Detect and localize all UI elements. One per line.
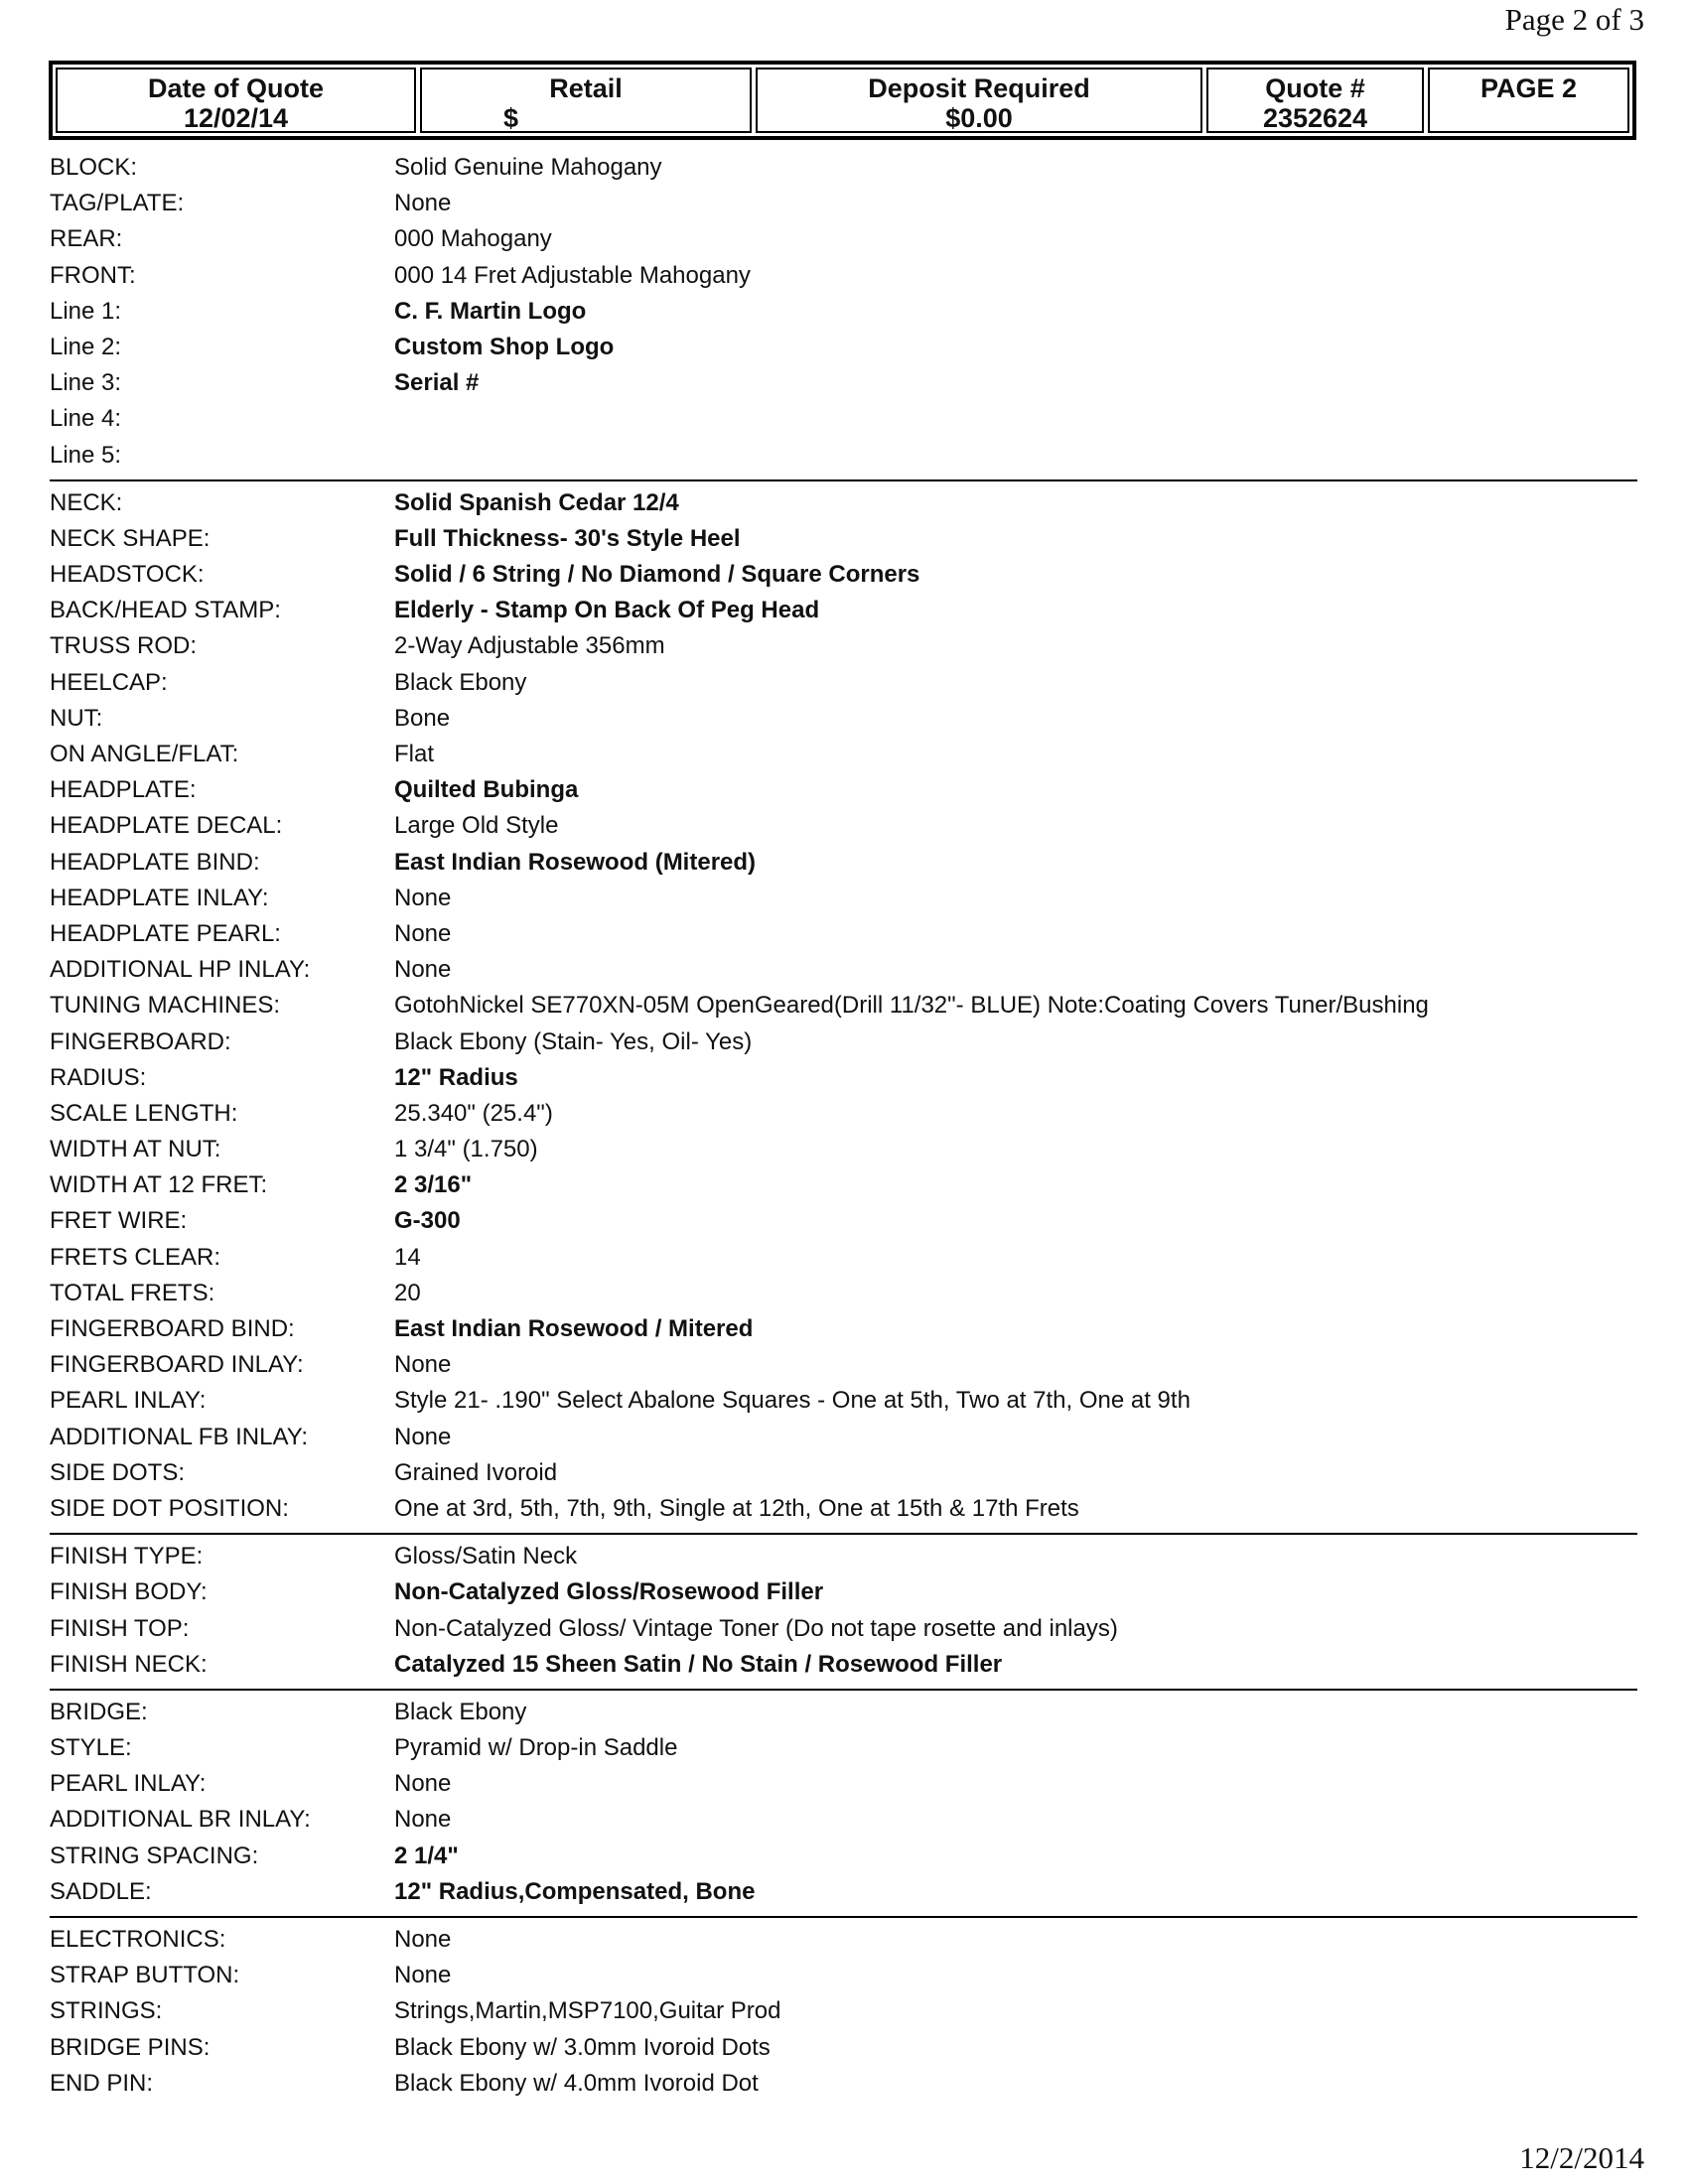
spec-value: 12" Radius,Compensated, Bone xyxy=(394,1877,756,1905)
spec-row xyxy=(50,1132,1638,1167)
spec-row xyxy=(50,628,1638,664)
spec-label: Line 4: xyxy=(50,405,122,433)
spec-row xyxy=(50,365,1638,401)
deposit-value: $0.00 xyxy=(945,103,1013,133)
quote-number-label: Quote # xyxy=(1265,73,1365,103)
spec-row xyxy=(50,221,1638,257)
page-label: PAGE 2 xyxy=(1479,73,1578,103)
spec-row xyxy=(50,881,1638,916)
spec-label: Line 3: xyxy=(50,369,122,397)
spec-label: STRAP BUTTON: xyxy=(50,1962,240,1989)
spec-value: Bone xyxy=(394,704,451,732)
spec-label: NECK: xyxy=(50,488,123,516)
section-divider xyxy=(50,1916,1637,1918)
spec-label: Line 1: xyxy=(50,297,122,325)
spec-row xyxy=(50,1276,1638,1311)
spec-row xyxy=(50,916,1638,952)
spec-label: BACK/HEAD STAMP: xyxy=(50,597,281,624)
spec-row xyxy=(50,1922,1638,1958)
spec-row xyxy=(50,2030,1638,2066)
spec-value: Full Thickness- 30's Style Heel xyxy=(394,524,741,552)
spec-label: STRING SPACING: xyxy=(50,1842,259,1869)
spec-row xyxy=(50,186,1638,221)
spec-row xyxy=(50,401,1638,437)
spec-label: ADDITIONAL HP INLAY: xyxy=(50,956,311,984)
spec-label: FINGERBOARD: xyxy=(50,1027,231,1055)
spec-value: None xyxy=(394,190,452,217)
spec-value: 2 3/16" xyxy=(394,1171,473,1199)
quote-number-cell xyxy=(1206,68,1424,133)
spec-row xyxy=(50,1874,1638,1910)
spec-label: HEELCAP: xyxy=(50,668,168,696)
spec-label: PEARL INLAY: xyxy=(50,1387,207,1415)
spec-value: Black Ebony xyxy=(394,1698,527,1725)
spec-label: ADDITIONAL BR INLAY: xyxy=(50,1806,311,1834)
spec-row xyxy=(50,150,1638,186)
spec-label: REAR: xyxy=(50,225,123,253)
spec-row xyxy=(50,521,1638,557)
spec-value: Elderly - Stamp On Back Of Peg Head xyxy=(394,597,820,624)
spec-row xyxy=(50,1574,1638,1610)
spec-row xyxy=(50,258,1638,294)
spec-row xyxy=(50,1611,1638,1647)
spec-value: Large Old Style xyxy=(394,812,559,840)
spec-value: C. F. Martin Logo xyxy=(394,297,587,325)
spec-value: Black Ebony w/ 3.0mm Ivoroid Dots xyxy=(394,2033,771,2061)
spec-label: FRONT: xyxy=(50,261,136,289)
section-divider xyxy=(50,1689,1637,1691)
spec-value: Non-Catalyzed Gloss/Rosewood Filler xyxy=(394,1578,824,1606)
spec-row xyxy=(50,988,1638,1024)
spec-value: None xyxy=(394,1423,452,1450)
spec-row xyxy=(50,1167,1638,1203)
spec-value: 25.340" (25.4") xyxy=(394,1099,553,1127)
spec-label: SIDE DOTS: xyxy=(50,1458,186,1486)
spec-label: NECK SHAPE: xyxy=(50,524,211,552)
spec-value: 12" Radius xyxy=(394,1063,518,1091)
spec-row xyxy=(50,1455,1638,1491)
spec-value: 20 xyxy=(394,1279,421,1306)
spec-value: Quilted Bubinga xyxy=(394,776,579,804)
spec-label: HEADPLATE DECAL: xyxy=(50,812,283,840)
spec-label: SADDLE: xyxy=(50,1877,152,1905)
spec-row xyxy=(50,485,1638,521)
spec-value: One at 3rd, 5th, 7th, 9th, Single at 12th, One at 15th & 17th Frets xyxy=(394,1494,1079,1522)
spec-value: Black Ebony (Stain- Yes, Oil- Yes) xyxy=(394,1027,753,1055)
section-divider xyxy=(50,1533,1637,1535)
spec-label: Line 2: xyxy=(50,333,122,360)
spec-row xyxy=(50,1420,1638,1455)
date-of-quote-cell xyxy=(56,68,416,133)
spec-row xyxy=(50,438,1638,474)
spec-row xyxy=(50,1730,1638,1766)
spec-value: 14 xyxy=(394,1243,421,1271)
spec-label: TUNING MACHINES: xyxy=(50,992,281,1020)
spec-row xyxy=(50,294,1638,330)
spec-value: Grained Ivoroid xyxy=(394,1458,558,1486)
spec-row xyxy=(50,557,1638,593)
spec-value: Black Ebony xyxy=(394,668,527,696)
spec-label: Line 5: xyxy=(50,441,122,469)
spec-row xyxy=(50,1347,1638,1383)
spec-value: Catalyzed 15 Sheen Satin / No Stain / Rosewood Filler xyxy=(394,1650,1003,1678)
spec-value: None xyxy=(394,956,452,984)
spec-label: FRET WIRE: xyxy=(50,1207,188,1235)
spec-label: WIDTH AT NUT: xyxy=(50,1136,221,1163)
spec-label: FINISH TOP: xyxy=(50,1614,190,1642)
spec-row xyxy=(50,701,1638,737)
spec-value: None xyxy=(394,1962,452,1989)
spec-label: END PIN: xyxy=(50,2069,154,2097)
spec-label: TRUSS ROD: xyxy=(50,632,198,660)
spec-value: Solid / 6 String / No Diamond / Square Corners xyxy=(394,561,920,589)
spec-row xyxy=(50,1839,1638,1874)
spec-label: STRINGS: xyxy=(50,1997,163,2025)
spec-row xyxy=(50,1491,1638,1527)
spec-value: 2 1/4" xyxy=(394,1842,459,1869)
spec-value: None xyxy=(394,1770,452,1798)
spec-label: BRIDGE PINS: xyxy=(50,2033,211,2061)
footer-date: 12/2/2014 xyxy=(1519,2140,1644,2175)
spec-value: Gloss/Satin Neck xyxy=(394,1543,578,1570)
spec-row xyxy=(50,1539,1638,1574)
spec-label: HEADPLATE: xyxy=(50,776,197,804)
spec-row xyxy=(50,845,1638,881)
spec-value: None xyxy=(394,1926,452,1953)
deposit-cell xyxy=(756,68,1202,133)
spec-row xyxy=(50,808,1638,844)
spec-list xyxy=(50,150,1638,2102)
spec-value: Strings,Martin,MSP7100,Guitar Prod xyxy=(394,1997,781,2025)
spec-row xyxy=(50,1024,1638,1060)
spec-label: SIDE DOT POSITION: xyxy=(50,1494,289,1522)
spec-row xyxy=(50,1240,1638,1276)
page-number: Page 2 of 3 xyxy=(1504,2,1644,37)
spec-value: None xyxy=(394,919,452,947)
spec-label: FINISH TYPE: xyxy=(50,1543,204,1570)
spec-value: East Indian Rosewood / Mitered xyxy=(394,1315,754,1342)
spec-row xyxy=(50,1766,1638,1802)
spec-label: FRETS CLEAR: xyxy=(50,1243,221,1271)
spec-value: Style 21- .190" Select Abalone Squares - One at 5th, Two at 7th, One at 9th xyxy=(394,1387,1191,1415)
quote-number-value: 2352624 xyxy=(1262,103,1368,133)
spec-label: FINGERBOARD INLAY: xyxy=(50,1351,304,1379)
spec-row xyxy=(50,1383,1638,1419)
spec-value: None xyxy=(394,1806,452,1834)
spec-label: HEADSTOCK: xyxy=(50,561,205,589)
spec-value: None xyxy=(394,884,452,911)
spec-row xyxy=(50,1060,1638,1096)
spec-label: PEARL INLAY: xyxy=(50,1770,207,1798)
spec-label: NUT: xyxy=(50,704,103,732)
section-divider xyxy=(50,479,1637,481)
spec-value: Flat xyxy=(394,741,435,767)
spec-value: 2-Way Adjustable 356mm xyxy=(394,632,665,660)
spec-value: GotohNickel SE770XN-05M OpenGeared(Drill 11/32"- BLUE) Note:Coating Covers Tuner/Bushing xyxy=(394,992,1429,1020)
spec-label: ADDITIONAL FB INLAY: xyxy=(50,1423,309,1450)
spec-row xyxy=(50,1203,1638,1239)
spec-label: SCALE LENGTH: xyxy=(50,1099,238,1127)
quote-header-table xyxy=(49,61,1636,140)
spec-row xyxy=(50,1802,1638,1838)
spec-label: FINGERBOARD BIND: xyxy=(50,1315,295,1342)
spec-row xyxy=(50,737,1638,772)
spec-value: Black Ebony w/ 4.0mm Ivoroid Dot xyxy=(394,2069,759,2097)
page-label-cell xyxy=(1428,68,1629,133)
spec-value: 000 Mahogany xyxy=(394,225,552,253)
spec-label: HEADPLATE BIND: xyxy=(50,848,260,876)
spec-row xyxy=(50,665,1638,701)
spec-label: FINISH NECK: xyxy=(50,1650,208,1678)
spec-label: FINISH BODY: xyxy=(50,1578,208,1606)
retail-value: $ xyxy=(503,103,519,133)
spec-row xyxy=(50,1311,1638,1347)
retail-label: Retail xyxy=(549,73,623,103)
spec-row xyxy=(50,330,1638,365)
spec-row xyxy=(50,1096,1638,1132)
spec-value: Non-Catalyzed Gloss/ Vintage Toner (Do not tape rosette and inlays) xyxy=(394,1614,1118,1642)
spec-row xyxy=(50,1647,1638,1683)
spec-value: Pyramid w/ Drop-in Saddle xyxy=(394,1734,678,1762)
spec-label: WIDTH AT 12 FRET: xyxy=(50,1171,268,1199)
spec-label: TOTAL FRETS: xyxy=(50,1279,215,1306)
spec-label: RADIUS: xyxy=(50,1063,147,1091)
spec-row xyxy=(50,1695,1638,1730)
spec-label: BLOCK: xyxy=(50,154,138,181)
spec-label: HEADPLATE PEARL: xyxy=(50,919,281,947)
spec-value: Custom Shop Logo xyxy=(394,333,615,360)
spec-label: BRIDGE: xyxy=(50,1698,148,1725)
spec-row xyxy=(50,2066,1638,2102)
spec-value: Solid Spanish Cedar 12/4 xyxy=(394,488,679,516)
spec-row xyxy=(50,772,1638,808)
date-of-quote-value: 12/02/14 xyxy=(183,103,289,133)
spec-value: 000 14 Fret Adjustable Mahogany xyxy=(394,261,751,289)
deposit-label: Deposit Required xyxy=(868,73,1090,103)
spec-value: Solid Genuine Mahogany xyxy=(394,154,662,181)
spec-row xyxy=(50,1993,1638,2029)
retail-cell xyxy=(420,68,752,133)
spec-label: STYLE: xyxy=(50,1734,132,1762)
spec-label: ELECTRONICS: xyxy=(50,1926,226,1953)
spec-value: Serial # xyxy=(394,369,480,397)
spec-row xyxy=(50,952,1638,988)
spec-value: None xyxy=(394,1351,452,1379)
spec-label: HEADPLATE INLAY: xyxy=(50,884,269,911)
date-of-quote-label: Date of Quote xyxy=(147,73,324,103)
spec-row xyxy=(50,593,1638,628)
spec-value: 1 3/4" (1.750) xyxy=(394,1136,538,1163)
spec-row xyxy=(50,1958,1638,1993)
spec-value: East Indian Rosewood (Mitered) xyxy=(394,848,757,876)
spec-label: ON ANGLE/FLAT: xyxy=(50,741,239,767)
spec-value: G-300 xyxy=(394,1207,461,1235)
spec-label: TAG/PLATE: xyxy=(50,190,185,217)
